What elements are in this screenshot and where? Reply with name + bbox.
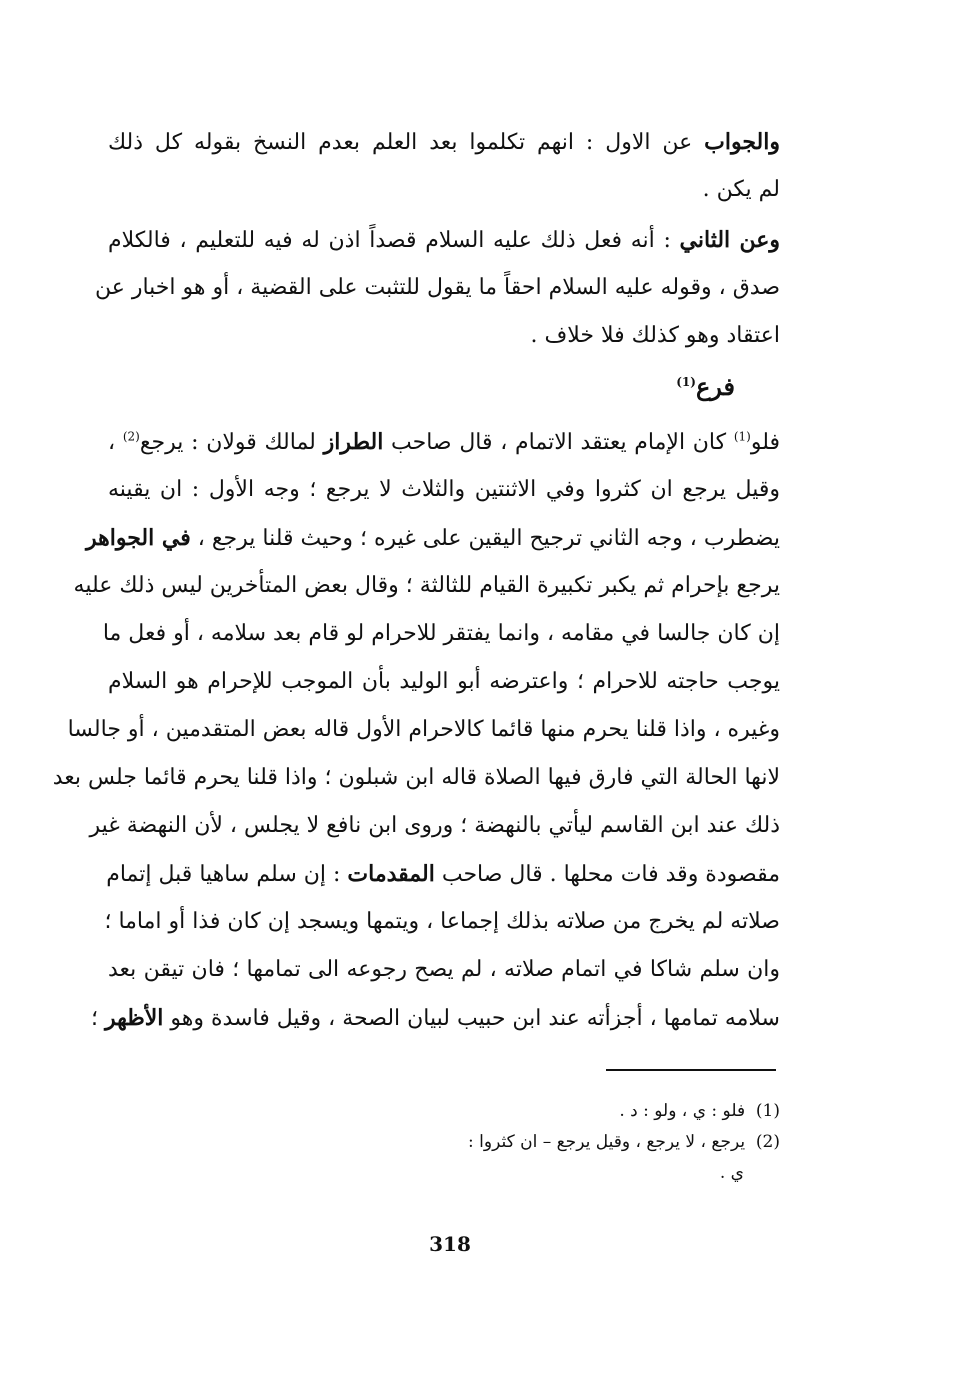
text-line: يرجع بإحرام ثم يكبر تكبيرة القيام للثالثة ؛ وقال بعض المتأخرين ليس ذلك عليه: [73, 573, 780, 598]
section-heading: [676, 372, 735, 401]
footnote-text: فلو : ي ، ولو : د .: [619, 1101, 746, 1121]
text-line: لم يكن .: [702, 177, 780, 202]
text-run: مقصودة وقد فات محلها . قال صاحب: [434, 862, 780, 887]
footnote-marker: (1): [733, 429, 751, 444]
footnote-number: (1): [755, 1101, 780, 1121]
text-line: [108, 216, 780, 264]
text-line: وان سلم شاكا في اتمام صلاته ، لم يصح رجوعه الى تمامها ؛ فان تيقن بعد: [108, 957, 780, 982]
footnote-1: [380, 1096, 780, 1127]
footnote-text: يرجع ، لا يرجع ، وقيل يرجع – ان كثروا :: [468, 1132, 746, 1152]
paragraph-answer-second: [94, 216, 780, 360]
text-line: صدق ، وقوله عليه السلام احقاً ما يقول للتثبت على القضية ، أو هو اخبار عن: [94, 275, 780, 300]
bold-term: الطراز: [323, 429, 384, 455]
bold-term: في الجواهر: [86, 525, 191, 551]
bold-term: الأظهر: [104, 1005, 164, 1031]
text-run: ،: [108, 430, 123, 455]
text-line: إن كان جالسا في مقامه ، وانما يفتقر للاحرام لو قام بعد سلامه ، أو فعل ما: [102, 621, 780, 646]
footnote-2-continuation: ي .: [719, 1163, 744, 1183]
footnote-marker: (1): [676, 375, 696, 389]
text-line: [108, 418, 780, 466]
footnotes: [380, 1096, 780, 1189]
text-run: : أنه فعل ذلك عليه السلام قصداً اذن له فيه للتعليم ، فالكلام: [108, 228, 680, 253]
footnote-2: [380, 1127, 780, 1158]
text-run: كان الإمام يعتقد الاتمام ، قال صاحب: [383, 430, 734, 455]
text-line: ذلك عند ابن القاسم ليأتي بالنهضة ؛ وروى ابن نافع لا يجلس ، لأن النهضة غير: [89, 813, 780, 838]
text-line: وغيره ، واذا قلنا يحرم منها قائما كالاحرام الأول قاله بعض المتقدمين ، أو جالسا: [67, 717, 780, 742]
text-run: لمالك قولان : يرجع: [139, 430, 324, 455]
text-line: اعتقاد وهو كذلك فلا خلاف .: [530, 323, 780, 348]
text-line: وقيل يرجع ان كثروا وفي الاثنتين والثلاث لا يرجع ؛ وجه الأول : ان يقينه: [108, 477, 780, 502]
text-run: عن الاول : انهم تكلموا بعد العلم بعدم النسخ بقوله كل ذلك: [108, 130, 705, 155]
text-line: يوجب حاجته للاحرام ؛ واعترضه أبو الوليد بأن الموجب للإحرام هو السلام: [108, 669, 780, 694]
heading-text: فرع: [695, 372, 735, 401]
text-line: [108, 118, 780, 166]
text-run: يضطرب ، وجه الثاني ترجيح اليقين على غيره ؛ وحيث قلنا يرجع ،: [190, 526, 780, 551]
footnote-divider: [606, 1069, 776, 1071]
text-line: لانها الحالة التي فارق فيها الصلاة قاله ابن شبلون ؛ واذا قلنا يحرم قائما جلس بعد: [52, 765, 780, 790]
paragraph-answer-first: [108, 118, 780, 214]
text-run: : إن سلم ساهيا قبل إتمام: [106, 862, 348, 887]
footnote-number: (2): [755, 1132, 780, 1152]
page-number: 318: [429, 1232, 471, 1256]
text-run: سلامه تمامها ، أجزأته عند ابن حبيب لبيان الصحة ، وقيل فاسدة وهو: [163, 1006, 780, 1031]
footnote-marker: (2): [122, 429, 140, 444]
text-run: فلو: [750, 430, 780, 455]
bold-term: المقدمات: [347, 861, 435, 887]
text-run: ؛: [90, 1006, 105, 1031]
text-line: [86, 514, 780, 562]
paragraph-branch: [52, 418, 780, 1042]
text-line: صلاته لم يخرج من صلاته بذلك إجماعا ، ويتمها ويسجد إن كان فذا أو اماما ؛: [104, 909, 780, 934]
bold-term: والجواب: [704, 129, 780, 155]
text-line: [108, 850, 780, 898]
text-line: [90, 994, 780, 1042]
bold-term: وعن الثاني: [679, 227, 780, 253]
